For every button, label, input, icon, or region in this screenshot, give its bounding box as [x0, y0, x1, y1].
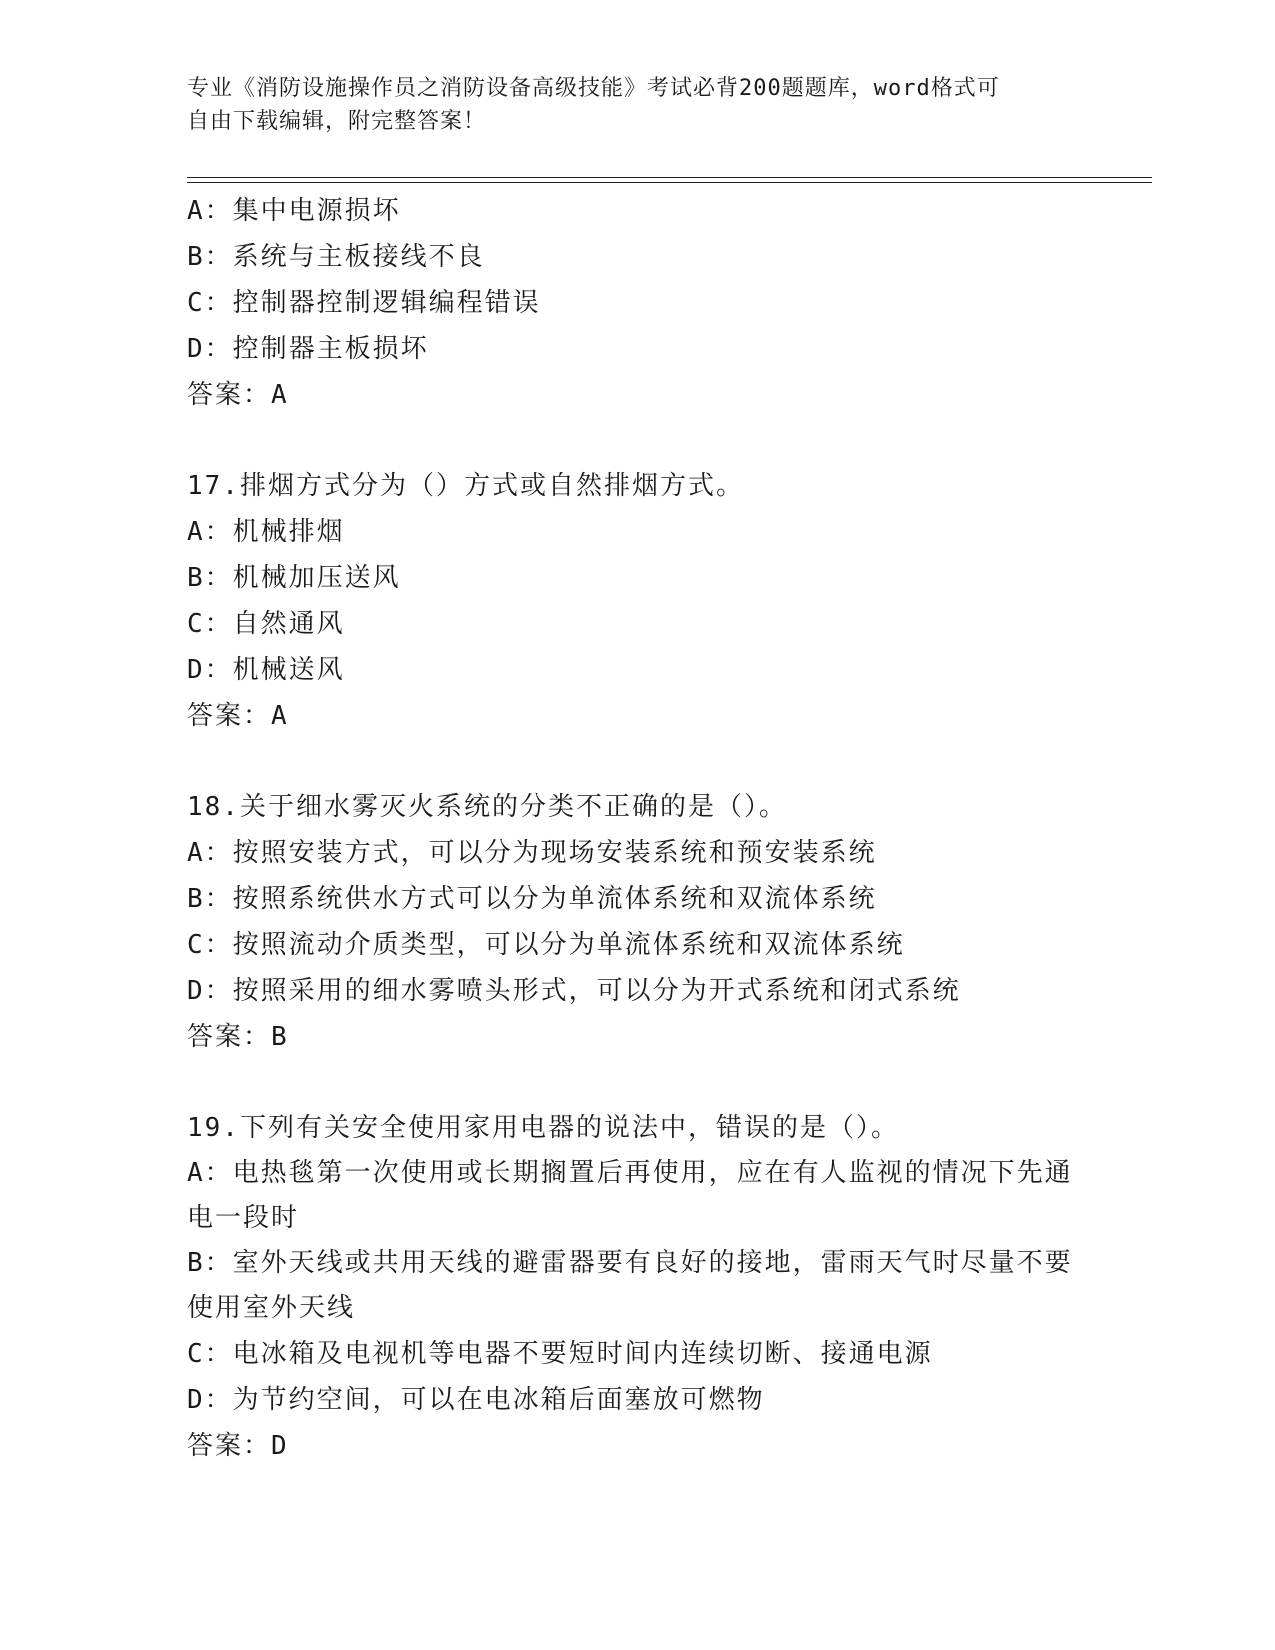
- answer: 答案：D: [187, 1431, 289, 1461]
- option-c: C：按照流动介质类型，可以分为单流体系统和双流体系统: [187, 930, 905, 960]
- question-19: [187, 1105, 1087, 1469]
- option-c: C：电冰箱及电视机等电器不要短时间内连续切断、接通电源: [187, 1339, 933, 1369]
- option-b: B：室外天线或共用天线的避雷器要有良好的接地，雷雨天气时尽量不要使用室外天线: [187, 1248, 1073, 1323]
- option-b: B：按照系统供水方式可以分为单流体系统和双流体系统: [187, 884, 877, 914]
- option-c: C：控制器控制逻辑编程错误: [187, 288, 541, 318]
- answer: 答案：A: [187, 701, 289, 731]
- option-d: D：按照采用的细水雾喷头形式，可以分为开式系统和闭式系统: [187, 976, 961, 1006]
- option-b: B：机械加压送风: [187, 563, 401, 593]
- question-16: [187, 188, 1087, 418]
- option-d: D：控制器主板损坏: [187, 334, 429, 364]
- document-header: [187, 72, 1087, 138]
- option-a: A：电热毯第一次使用或长期搁置后再使用，应在有人监视的情况下先通电一段时: [187, 1158, 1073, 1233]
- question-list: [187, 188, 1087, 1469]
- spacer: [187, 418, 1087, 463]
- header-line-2: 自由下载编辑，附完整答案！: [187, 109, 487, 134]
- option-b: B：系统与主板接线不良: [187, 242, 485, 272]
- question-text: 19.下列有关安全使用家用电器的说法中，错误的是（）。: [187, 1113, 899, 1143]
- header-line-1: 专业《消防设施操作员之消防设备高级技能》考试必背200题题库，word格式可: [187, 76, 1000, 101]
- option-a: A：按照安装方式，可以分为现场安装系统和预安装系统: [187, 838, 877, 868]
- option-a: A：集中电源损坏: [187, 196, 401, 226]
- header-divider-bottom: [187, 182, 1152, 183]
- spacer: [187, 1060, 1087, 1105]
- question-18: [187, 784, 1087, 1060]
- option-d: D：机械送风: [187, 655, 345, 685]
- question-text: 18.关于细水雾灭火系统的分类不正确的是（）。: [187, 792, 787, 822]
- answer: 答案：B: [187, 1022, 289, 1052]
- option-d: D：为节约空间，可以在电冰箱后面塞放可燃物: [187, 1385, 765, 1415]
- answer: 答案：A: [187, 380, 289, 410]
- question-text: 17.排烟方式分为（）方式或自然排烟方式。: [187, 471, 744, 501]
- question-17: [187, 463, 1087, 739]
- option-a: A：机械排烟: [187, 517, 345, 547]
- header-divider-top: [187, 177, 1152, 178]
- spacer: [187, 739, 1087, 784]
- option-c: C：自然通风: [187, 609, 345, 639]
